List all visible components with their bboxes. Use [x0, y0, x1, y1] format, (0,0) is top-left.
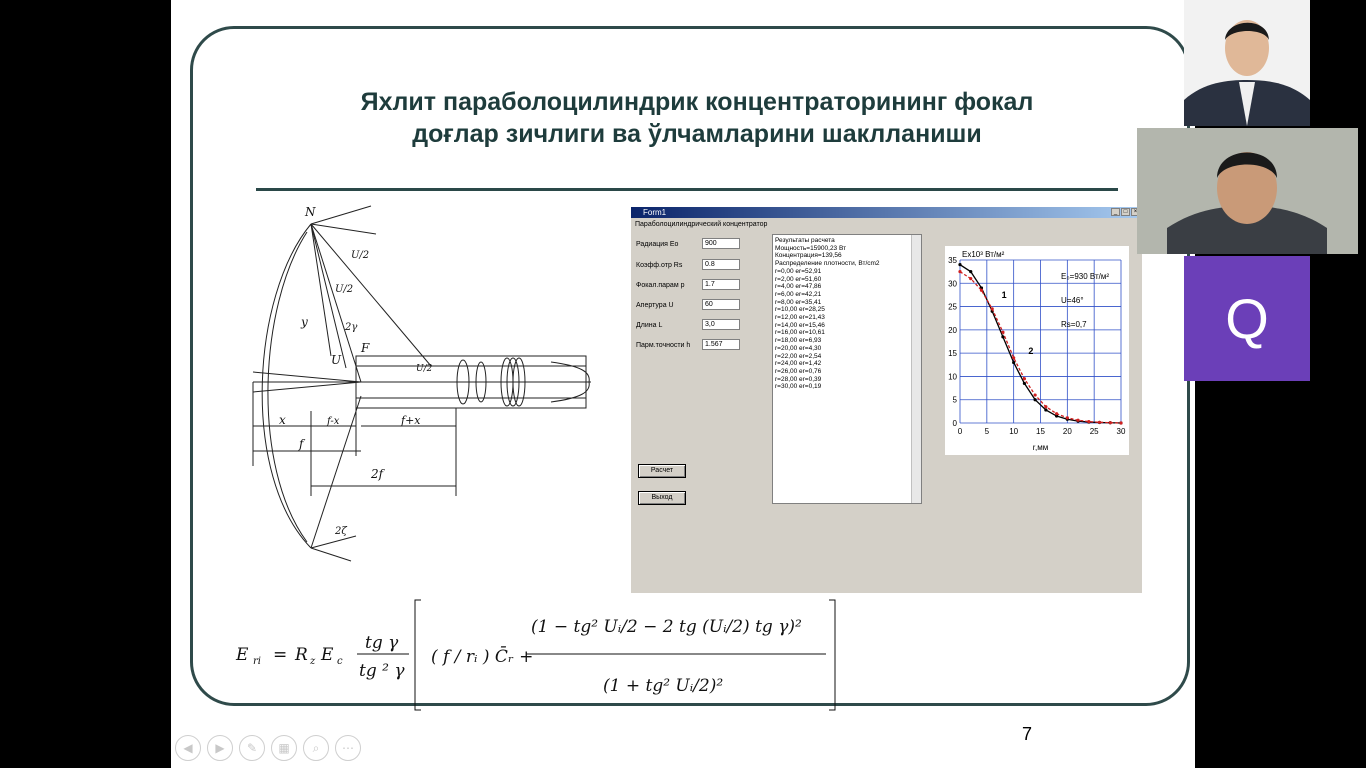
result-line: r=22,00 er=2,54 [775, 352, 822, 360]
label-U: U [331, 353, 342, 367]
svg-text:c: c [337, 656, 343, 667]
page-number: 7 [1022, 724, 1033, 744]
y-tick-label: 15 [948, 349, 957, 359]
concentrator-diagram [251, 196, 651, 576]
length-input[interactable]: 3,0 [702, 319, 740, 330]
label-x: x [279, 413, 286, 427]
y-tick-label: 25 [948, 302, 957, 312]
label-radiation: Радиация Eo [636, 241, 679, 248]
data-point [1023, 382, 1026, 385]
result-line: r=26,00 er=0,76 [775, 367, 822, 375]
result-line: r=12,00 er=21,43 [775, 314, 825, 322]
person-avatar-icon [1137, 128, 1358, 254]
x-tick-label: 25 [1089, 427, 1099, 436]
result-line: r=14,00 er=15,46 [775, 321, 825, 329]
participant-video-1[interactable] [1184, 0, 1310, 126]
chart-xlabel: r,мм [1032, 443, 1049, 452]
x-tick-label: 10 [1009, 427, 1019, 436]
chart-annotation: U=46° [1061, 296, 1084, 305]
result-line: r=16,00 er=10,61 [775, 329, 825, 337]
chart-ylabel: Ex10³ Вт/м² [962, 250, 1005, 259]
chart-annotation: E₀=930 Вт/м² [1061, 272, 1110, 281]
data-point [1034, 398, 1037, 401]
chart-annotation: Rs=0,7 [1061, 320, 1087, 329]
x-tick-label: 5 [984, 427, 990, 436]
svg-text:(1 + tg² Uᵢ/2)²: (1 + tg² Uᵢ/2)² [603, 676, 724, 696]
data-point [958, 263, 961, 266]
label-U2-b: U/2 [335, 284, 354, 295]
result-line: r=24,00 er=1,42 [775, 360, 822, 368]
label-aperture: Апертура U [636, 302, 674, 309]
label-precision: Парм.точности h [636, 342, 691, 349]
participant-q-tile[interactable] [1184, 256, 1310, 381]
pen-icon[interactable]: ✎ [239, 735, 265, 761]
y-tick-label: 5 [952, 395, 957, 405]
density-chart [945, 246, 1129, 455]
result-line: r=2,00 er=51,60 [775, 275, 822, 283]
presentation-slide [171, 0, 1195, 768]
x-tick-label: 0 [957, 427, 963, 436]
result-line: r=0,00 er=52,91 [775, 267, 822, 275]
label-f-plus-x: f+x [401, 414, 421, 427]
person-avatar-icon [1184, 0, 1310, 126]
result-line: r=20,00 er=4,30 [775, 344, 822, 352]
svg-text:=: = [273, 645, 288, 665]
result-line: Распределение плотности, Вт/cm2 [775, 260, 880, 268]
label-N: N [305, 205, 316, 219]
data-point [980, 289, 983, 292]
participant-initial: Q [1225, 287, 1269, 350]
slide-toolbar [175, 735, 361, 761]
data-point [969, 270, 972, 273]
series-label: 1 [1001, 289, 1007, 300]
x-tick-label: 30 [1116, 427, 1126, 436]
data-point [1044, 405, 1047, 408]
label-length: Длина L [636, 322, 663, 329]
radiation-input[interactable]: 900 [702, 238, 740, 249]
data-point [969, 277, 972, 280]
maximize-icon[interactable]: □ [1121, 208, 1130, 216]
window-caption: Параболоцилиндрический концентратор [635, 221, 768, 228]
data-point [1001, 331, 1004, 334]
svg-text:(1 − tg² Uᵢ/2 − 2 tg (Uᵢ/2) tg: (1 − tg² Uᵢ/2 − 2 tg (Uᵢ/2) tg γ)² [531, 617, 802, 637]
y-tick-label: 20 [948, 325, 957, 335]
result-line: r=6,00 er=42,21 [775, 290, 822, 298]
result-line: Мощность=15900,23 Вт [775, 244, 847, 252]
svg-text:E: E [236, 645, 249, 665]
window-title: Form1 [643, 208, 667, 217]
title-line-2: доғлар зичлиги ва ўлчамларини шаклланиши [412, 120, 982, 148]
result-line: r=18,00 er=6,93 [775, 337, 822, 345]
svg-text:R: R [295, 645, 308, 665]
result-line: Результаты расчета [775, 237, 835, 244]
svg-text:E: E [321, 645, 334, 665]
data-point [1076, 419, 1079, 422]
label-2gamma: 2γ [345, 322, 358, 333]
minimize-icon[interactable]: _ [1111, 208, 1120, 216]
participant-video-2[interactable] [1137, 128, 1358, 254]
x-tick-label: 15 [1036, 427, 1045, 436]
title-line-1: Яхлит параболоцилиндрик концентраторининг фокал [360, 88, 1034, 116]
series-label: 2 [1028, 345, 1034, 356]
y-tick-label: 0 [952, 419, 957, 428]
label-reflection: Коэфф.отр Rs [636, 262, 683, 269]
label-focal-param: Фокал.парам р [636, 282, 685, 289]
focal-param-input[interactable]: 1.7 [702, 279, 740, 290]
data-point [1001, 335, 1004, 338]
data-point [1066, 416, 1069, 419]
svg-text:z: z [310, 656, 316, 667]
label-f: f [299, 437, 304, 451]
svg-text:ri: ri [253, 656, 261, 667]
data-point [1109, 421, 1112, 424]
result-line: r=28,00 er=0,39 [775, 375, 822, 383]
reflection-input[interactable]: 0.8 [702, 259, 740, 270]
label-U2-c: U/2 [416, 364, 433, 374]
data-point [991, 307, 994, 310]
label-f-minus-x: f-x [327, 416, 340, 427]
results-lines [775, 237, 919, 391]
result-line: r=30,00 er=0,19 [775, 383, 822, 391]
results-memo[interactable] [772, 234, 922, 504]
result-line: r=8,00 er=35,41 [775, 298, 822, 306]
y-tick-label: 30 [948, 279, 957, 289]
zoom-icon[interactable]: ⌕ [303, 735, 329, 761]
data-point [958, 270, 961, 273]
label-2f: 2f [371, 467, 384, 481]
more-icon[interactable]: ⋯ [335, 735, 361, 761]
calculate-button[interactable]: Расчет [638, 464, 686, 478]
x-tick-label: 20 [1062, 427, 1072, 436]
data-point [1034, 393, 1037, 396]
data-point [1012, 356, 1015, 359]
data-point [1119, 421, 1122, 424]
calculator-window [631, 207, 1142, 593]
result-line: r=10,00 er=28,25 [775, 306, 825, 314]
data-point [1087, 420, 1090, 423]
data-point [1098, 421, 1101, 424]
y-tick-label: 10 [948, 372, 957, 382]
window-titlebar [631, 207, 1142, 218]
slides-icon[interactable]: ▦ [271, 735, 297, 761]
result-line: Концентрация=139,56 [775, 252, 842, 260]
next-icon[interactable]: ▶ [207, 735, 233, 761]
close-icon[interactable]: × [1131, 208, 1140, 216]
slide-title [257, 86, 1137, 150]
label-U2-a: U/2 [351, 250, 370, 261]
label-F: F [361, 341, 370, 355]
data-point [1055, 412, 1058, 415]
y-tick-label: 35 [948, 256, 957, 265]
title-divider [256, 188, 1118, 191]
density-formula [231, 596, 851, 712]
exit-button[interactable]: Выход [638, 491, 686, 505]
prev-icon[interactable]: ◀ [175, 735, 201, 761]
aperture-input[interactable]: 60 [702, 299, 740, 310]
precision-input[interactable]: 1.567 [702, 339, 740, 350]
label-2zeta: 2ζ [335, 526, 347, 537]
svg-text:tg ² γ: tg ² γ [359, 661, 405, 681]
data-point [1044, 408, 1047, 411]
result-line: r=4,00 er=47,86 [775, 283, 822, 291]
svg-text:( f / rᵢ ) C̄ᵣ +: ( f / rᵢ ) C̄ᵣ + [431, 647, 534, 667]
memo-scrollbar[interactable] [911, 235, 921, 503]
data-point [1023, 377, 1026, 380]
svg-text:tg γ: tg γ [365, 633, 399, 653]
label-y: y [301, 315, 308, 329]
